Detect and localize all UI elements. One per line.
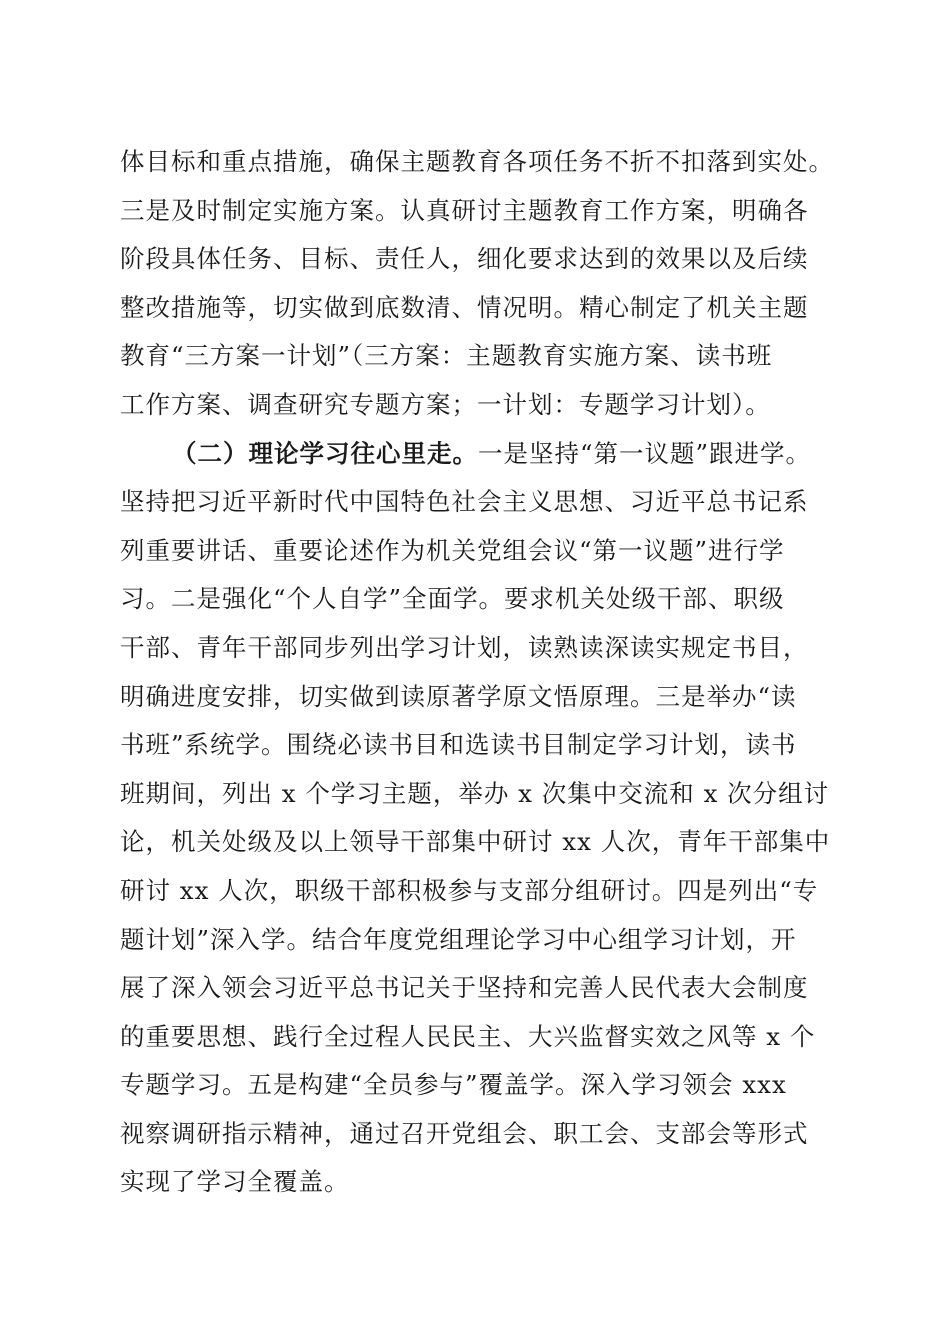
paragraph-first-line xyxy=(120,430,840,479)
text-line: 题计划”深入学。结合年度党组理论学习中心组学习计划，开 xyxy=(120,924,797,954)
text-line: 习。二是强化“个人自学”全面学。要求机关处级干部、职级 xyxy=(120,584,785,614)
text-line: 列重要讲话、重要论述作为机关党组会议“第一议题”进行学 xyxy=(120,535,785,565)
text-line: 坚持把习近平新时代中国特色社会主义思想、习近平总书记系 xyxy=(120,487,809,517)
text-line: 研讨 xx 人次，职级干部积极参与支部分组研讨。四是列出“专 xyxy=(120,875,819,905)
text-line: 明确进度安排，切实做到读原著学原文悟原理。三是举办“读 xyxy=(120,681,797,711)
paragraph-implementation-plan xyxy=(120,138,840,430)
text-line: 视察调研指示精神，通过召开党组会、职工会、支部会等形式 xyxy=(120,1118,809,1148)
text-line: 工作方案、调查研究专题方案；一计划：专题学习计划）。 xyxy=(120,389,771,419)
text-line: 整改措施等，切实做到底数清、情况明。精心制定了机关主题 xyxy=(120,292,809,322)
text-line: 三是及时制定实施方案。认真研讨主题教育工作方案，明确各 xyxy=(120,195,809,225)
text-line: 干部、青年干部同步列出学习计划，读熟读深读实规定书目， xyxy=(120,632,809,662)
text-line: 书班”系统学。围绕必读书目和选读书目制定学习计划，读书 xyxy=(120,730,797,760)
text-line: 教育“三方案一计划”（三方案：主题教育实施方案、读书班 xyxy=(120,341,773,371)
text-line: 体目标和重点措施，确保主题教育各项任务不折不扣落到实处。 xyxy=(120,147,834,176)
paragraph-theory-study xyxy=(120,430,840,1208)
text-line: 阶段具体任务、目标、责任人，细化要求达到的效果以及后续 xyxy=(120,244,809,274)
section-heading: （二）理论学习往心里走。 xyxy=(172,438,478,468)
text-line: 专题学习。五是构建“全员参与”覆盖学。深入学习领会 xxx xyxy=(120,1070,787,1100)
text-span: 一是坚持“第一议题”跟进学。 xyxy=(478,438,812,468)
document-body xyxy=(120,138,840,1207)
text-line: 实现了学习全覆盖。 xyxy=(120,1167,350,1197)
text-line: 班期间，列出 x 个学习主题，举办 x 次集中交流和 x 次分组讨 xyxy=(120,778,830,808)
text-line: 论，机关处级及以上领导干部集中研讨 xx 人次，青年干部集中 xyxy=(120,827,831,857)
text-line: 展了深入领会习近平总书记关于坚持和完善人民代表大会制度 xyxy=(120,973,809,1003)
text-line: 的重要思想、践行全过程人民民主、大兴监督实效之风等 x 个 xyxy=(120,1021,816,1051)
